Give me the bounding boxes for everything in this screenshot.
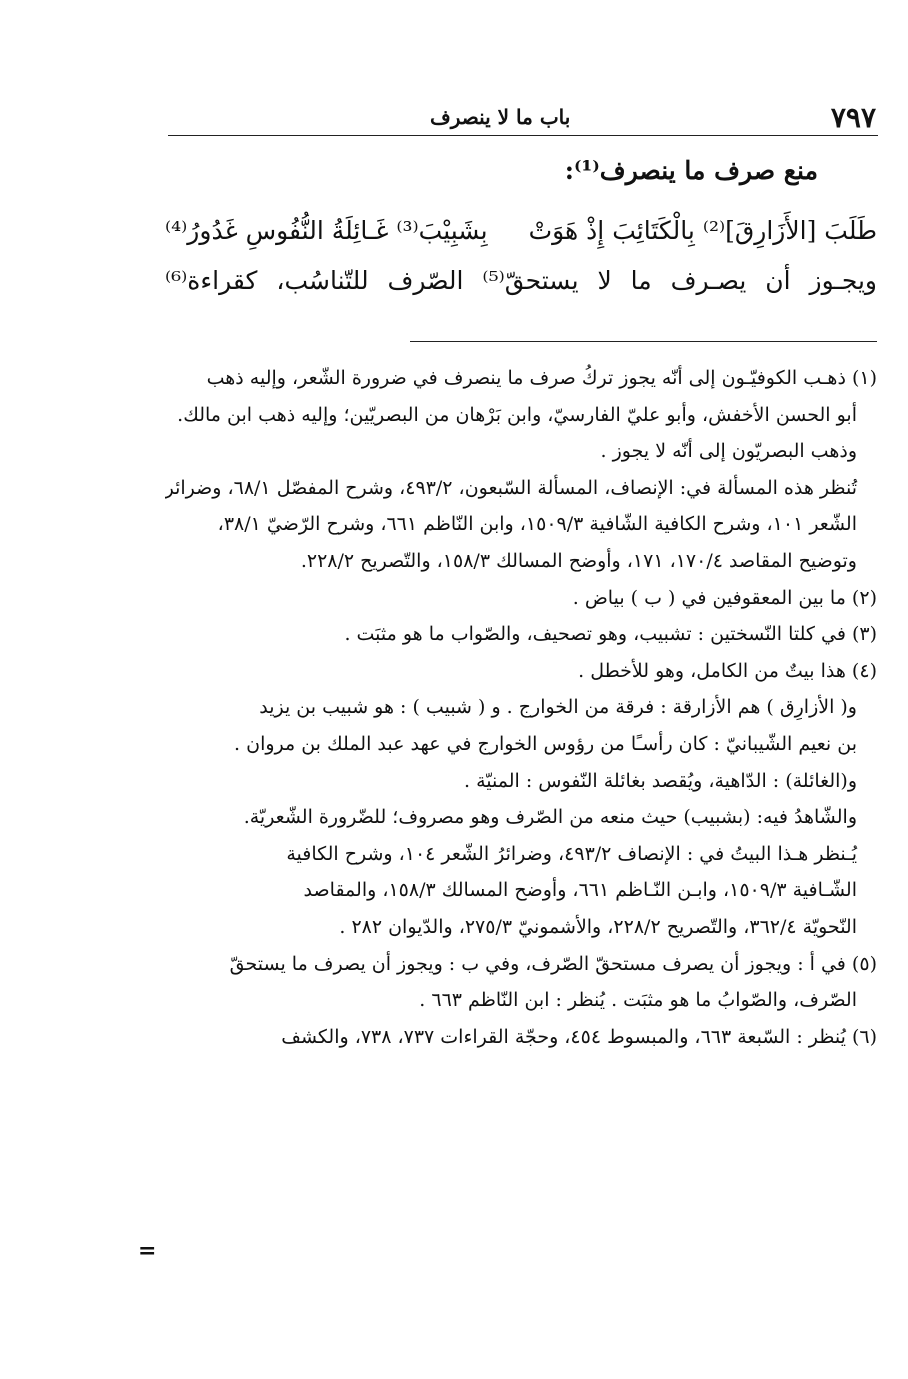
footnote-line: (١) ذهـب الكوفيّـون إلى أنّه يجوز تركُ صرف ما ينصرف في ضرورة الشّعر، وإليه ذهب [206, 367, 877, 389]
footnote-line: الشّـافية ١٥٠٩/٣، وابـن النّـاظم ٦٦١، وأوضح المسالك ١٥٨/٣، والمقاصد [303, 879, 857, 902]
footnote-divider [410, 341, 877, 342]
continuation-mark: = [138, 1238, 157, 1264]
footnote-line: الصّرف، والصّوابُ ما هو مثبَت . يُنظر : ابن النّاظم ٦٦٣ . [419, 989, 857, 1012]
page-number: ٧٩٧ [830, 100, 876, 134]
body-text: ويجـوز أن يصـرف ما لا يستحقّ⁽⁵⁾ الصّرف للتّناسُب، كقراءة⁽⁶⁾ [165, 266, 877, 295]
footnote-line: (٤) هذا بيتٌ من الكامل، وهو للأخطل . [578, 659, 877, 682]
footnote-line: و( الأزارِق ) هم الأزارقة : فرقة من الخوارج . و ( شبيب ) : هو شبيب بن يزيد [259, 696, 857, 719]
footnote-line: وتوضيح المقاصد ١٧٠/٤، ١٧١، وأوضح المسالك ١٥٨/٣، والتّصريح ٢٢٨/٢. [300, 549, 857, 572]
verse [165, 208, 877, 252]
running-head: باب ما لا ينصرف [430, 105, 571, 129]
page-header [170, 102, 876, 132]
header-divider [168, 135, 878, 136]
section-title: منع صرف ما ينصرف⁽¹⁾: [564, 156, 818, 185]
footnote-line: (٢) ما بين المعقوفين في ( ب ) بياض . [572, 586, 877, 609]
footnotes [165, 360, 877, 1055]
footnote-line: تُنظر هذه المسألة في: الإنصاف، المسألة السّبعون، ٤٩٣/٢، وشرح المفصّل ٦٨/١، وضرائر [165, 476, 857, 499]
footnote-line: يُـنظر هـذا البيتُ في : الإنصاف ٤٩٣/٢، وضرائرُ الشّعر ١٠٤، وشرح الكافية [286, 842, 857, 865]
footnote-line: أبو الحسن الأخفش، وأبو عليّ الفارسيّ، وابن بَرْهان من البصريّين؛ وإليه ذهب ابن مالك. [177, 403, 857, 426]
footnote-line: وذهب البصريّون إلى أنّه لا يجوز . [600, 440, 857, 463]
footnote-line: (٥) في أ : ويجوز أن يصرف مستحقّ الصّرف، وفي ب : ويجوز أن يصرف ما يستحقّ [229, 952, 877, 975]
footnote-line: بن نعيم الشّيبانيّ : كان رأسـًا من رؤوس الخوارج في عهد عبد الملك بن مروان . [234, 732, 857, 755]
verse-left-hemistich: بِشَبِيْبَ⁽³⁾ غَـائِلَةُ النُّفُوسِ غَدُورُ⁽⁴⁾ [165, 215, 488, 245]
footnote-line: (٦) يُنظر : السّبعة ٦٦٣، والمبسوط ٤٥٤، وحجّة القراءات ٧٣٧، ٧٣٨، والكشف [281, 1025, 877, 1048]
footnote-line: و(الغائلة) : الدّاهية، ويُقصد بغائلة النّفوس : المنيّة . [464, 769, 857, 792]
verse-right-hemistich: طَلَبَ [الأَزَارِقَ]⁽²⁾ بِالْكَتَائِبَ إِذْ هَوَتْ [528, 215, 877, 245]
footnote-line: (٣) في كلتا النّسختين : تشبيب، وهو تصحيف، والصّواب ما هو مثبَت . [344, 623, 877, 646]
footnote-line: والشّاهدُ فيه: (بشبيب) حيث منعه من الصّرف وهو مصروف؛ للضّرورة الشّعريّة. [243, 806, 857, 829]
footnote-line: النّحويّة ٣٦٢/٤، والتّصريح ٢٢٨/٢، والأشمونيّ ٢٧٥/٣، والدّيوان ٢٨٢ . [339, 915, 857, 938]
footnote-line: الشّعر ١٠١، وشرح الكافية الشّافية ١٥٠٩/٣، وابن النّاظم ٦٦١، وشرح الرّضيّ ٣٨/١، [217, 513, 857, 536]
